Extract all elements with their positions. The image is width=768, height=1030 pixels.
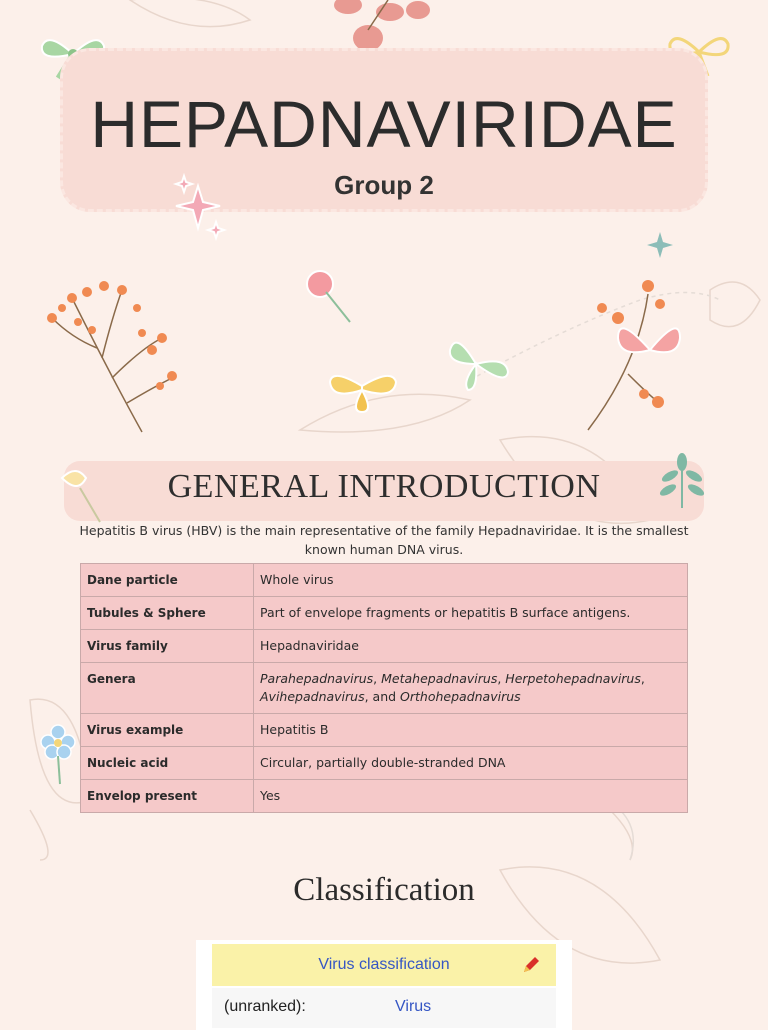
table-row (81, 663, 688, 714)
butterfly-icon (446, 330, 512, 396)
table-value: Yes (254, 780, 688, 813)
table-value-genera (254, 663, 688, 714)
table-key: Tubules & Sphere (81, 597, 254, 630)
butterfly-icon (578, 274, 688, 434)
page-subtitle: Group 2 (334, 170, 434, 200)
genus-name: Orthohepadnavirus (400, 689, 521, 704)
table-row (81, 597, 688, 630)
table-key: Genera (81, 663, 254, 714)
section-title-classification: Classification (293, 872, 475, 908)
table-key: Virus example (81, 714, 254, 747)
taxobox-value-link[interactable]: Virus (395, 998, 432, 1015)
genus-name: Parahepadnavirus (260, 671, 374, 686)
separator: , (640, 671, 645, 686)
table-value: Circular, partially double-stranded DNA (254, 747, 688, 780)
page-title: HEPADNAVIRIDAE (90, 87, 678, 161)
table-value: Hepadnaviridae (254, 630, 688, 663)
info-table (80, 563, 688, 813)
flower-icon (42, 278, 182, 434)
pencil-icon[interactable] (520, 954, 542, 976)
separator: , (373, 671, 382, 686)
table-value: Hepatitis B (254, 714, 688, 747)
table-value: Part of envelope fragments or hepatitis B surface antigens. (254, 597, 688, 630)
table-row (81, 780, 688, 813)
sparkle-icon (168, 172, 234, 244)
table-key: Nucleic acid (81, 747, 254, 780)
genus-name: Metahepadnavirus (381, 671, 498, 686)
taxobox-header-label[interactable]: Virus classification (318, 956, 450, 973)
section-title-general-introduction: GENERAL INTRODUCTION (167, 468, 601, 505)
genus-name: Avihepadnavirus (260, 689, 365, 704)
butterfly-icon (326, 366, 400, 416)
table-key: Virus family (81, 630, 254, 663)
table-row (81, 564, 688, 597)
separator: , and (364, 689, 401, 704)
table-row (81, 747, 688, 780)
flower-icon (38, 722, 78, 786)
sparkle-icon (644, 228, 678, 262)
genus-name: Herpetohepadnavirus (505, 671, 641, 686)
flower-icon (302, 266, 354, 326)
taxobox-rank: (unranked): (224, 998, 306, 1015)
table-value: Whole virus (254, 564, 688, 597)
separator: , (497, 671, 506, 686)
table-key: Dane particle (81, 564, 254, 597)
table-row (81, 714, 688, 747)
table-row (81, 630, 688, 663)
intro-paragraph: Hepatitis B virus (HBV) is the main representative of the family Hepadnaviridae. It is the smallest known human DNA virus. (79, 523, 689, 557)
table-key: Envelop present (81, 780, 254, 813)
